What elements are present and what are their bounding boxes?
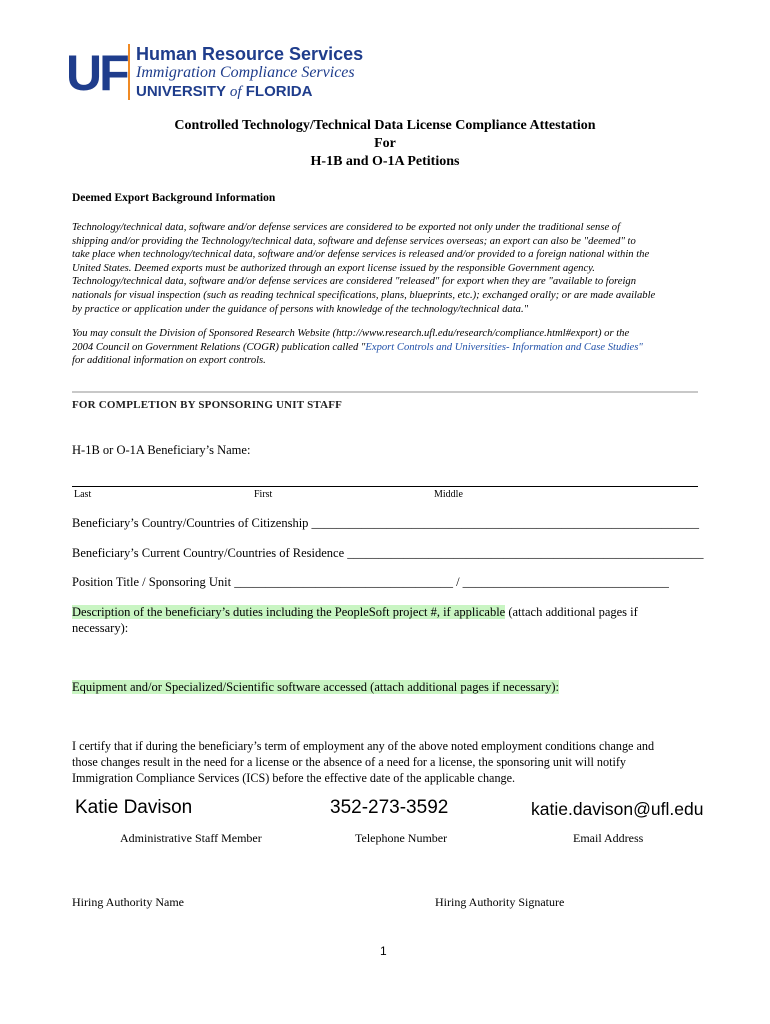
phone-value[interactable]: 352-273-3592 [330, 797, 449, 818]
name-middle-label: Middle [434, 489, 463, 500]
uf-logo [66, 44, 366, 104]
duties-highlight: Description of the beneficiary’s duties including the PeopleSoft project #, if applicable [72, 605, 506, 619]
equipment-highlight: Equipment and/or Specialized/Scientific software accessed (attach additional pages if necessary): [72, 680, 559, 694]
logo-office: Immigration Compliance Services [136, 64, 355, 81]
document-title-line1: Controlled Technology/Technical Data License Compliance Attestation [174, 118, 596, 133]
duties-label-line2: necessary): [72, 621, 129, 635]
position-field[interactable]: Position Title / Sponsoring Unit ___________________________________ / _________________________________ [72, 575, 669, 589]
certification-statement: I certify that if during the beneficiary’s term of employment any of the above noted employment conditions change and those changes result in the need for a license or the absence of a need for a license, the sponsoring unit will notify Immigration Compliance Services (ICS) before the effective date of the applicable change. [72, 739, 655, 785]
logo-divider [128, 44, 130, 100]
beneficiary-name-label: H-1B or O-1A Beneficiary’s Name: [72, 443, 251, 457]
phone-label: Telephone Number [355, 831, 448, 845]
logo-department: Human Resource Services [136, 44, 364, 64]
staff-label: Administrative Staff Member [120, 831, 262, 845]
document-title-line3: H-1B and O-1A Petitions [310, 154, 460, 169]
residence-field[interactable]: Beneficiary’s Current Country/Countries of Residence _________________________________________________________ [72, 546, 704, 560]
equipment-label [72, 679, 559, 695]
uf-logo-mark: UF [66, 45, 127, 101]
document-title-line2: For [374, 136, 396, 151]
background-paragraph: Technology/technical data, software and/or defense services are considered to be exported not only under the traditional sense of shipping and/or providing the Technology/technical data, software and defense services overseas; an export can also be "deemed" to take place when technology/technical data, software and/or defense services is released and/or provided to a foreign national within the United States. Deemed exports must be authorized through an export license issued by the responsible Government agency. Technology/technical data, software and/or defense services are considered "released" for export when they are "available to foreign nationals for visual inspection (such as reading technical specifications, plans, blueprints, etc.); exchanged orally; or are made available by practice or application under the guidance of persons with knowledge of the technology/technical data." [72, 222, 656, 315]
hiring-authority-signature-label: Hiring Authority Signature [435, 895, 565, 909]
hiring-authority-name-label: Hiring Authority Name [72, 895, 184, 909]
logo-university: UNIVERSITY of FLORIDA [136, 83, 313, 100]
resources-paragraph: You may consult the Division of Sponsored Research Website (http://www.research.ufl.edu/research/compliance.html#export) or the 2004 Council on Government Relations (COGR) publication called "Export Controls and Universities- Information and Case Studies" for additional information on export controls. [72, 328, 643, 367]
cogr-publication-link[interactable]: Export Controls and Universities- Information and Case Studies" [365, 341, 643, 353]
page-number: 1 [380, 944, 387, 958]
section-divider [72, 391, 698, 393]
name-field-line[interactable] [72, 486, 698, 487]
name-first-label: First [254, 489, 273, 500]
section-heading: FOR COMPLETION BY SPONSORING UNIT STAFF [72, 399, 343, 411]
duties-label: Description of the beneficiary’s duties including the PeopleSoft project #, if applicable (attach additional pages if [72, 605, 638, 619]
email-value[interactable]: katie.davison@ufl.edu [531, 799, 704, 819]
email-label: Email Address [573, 831, 644, 845]
background-heading: Deemed Export Background Information [72, 192, 276, 204]
staff-name-value[interactable]: Katie Davison [75, 797, 193, 818]
name-last-label: Last [74, 489, 92, 500]
citizenship-field[interactable]: Beneficiary’s Country/Countries of Citizenship ______________________________________________________________ [72, 516, 700, 530]
